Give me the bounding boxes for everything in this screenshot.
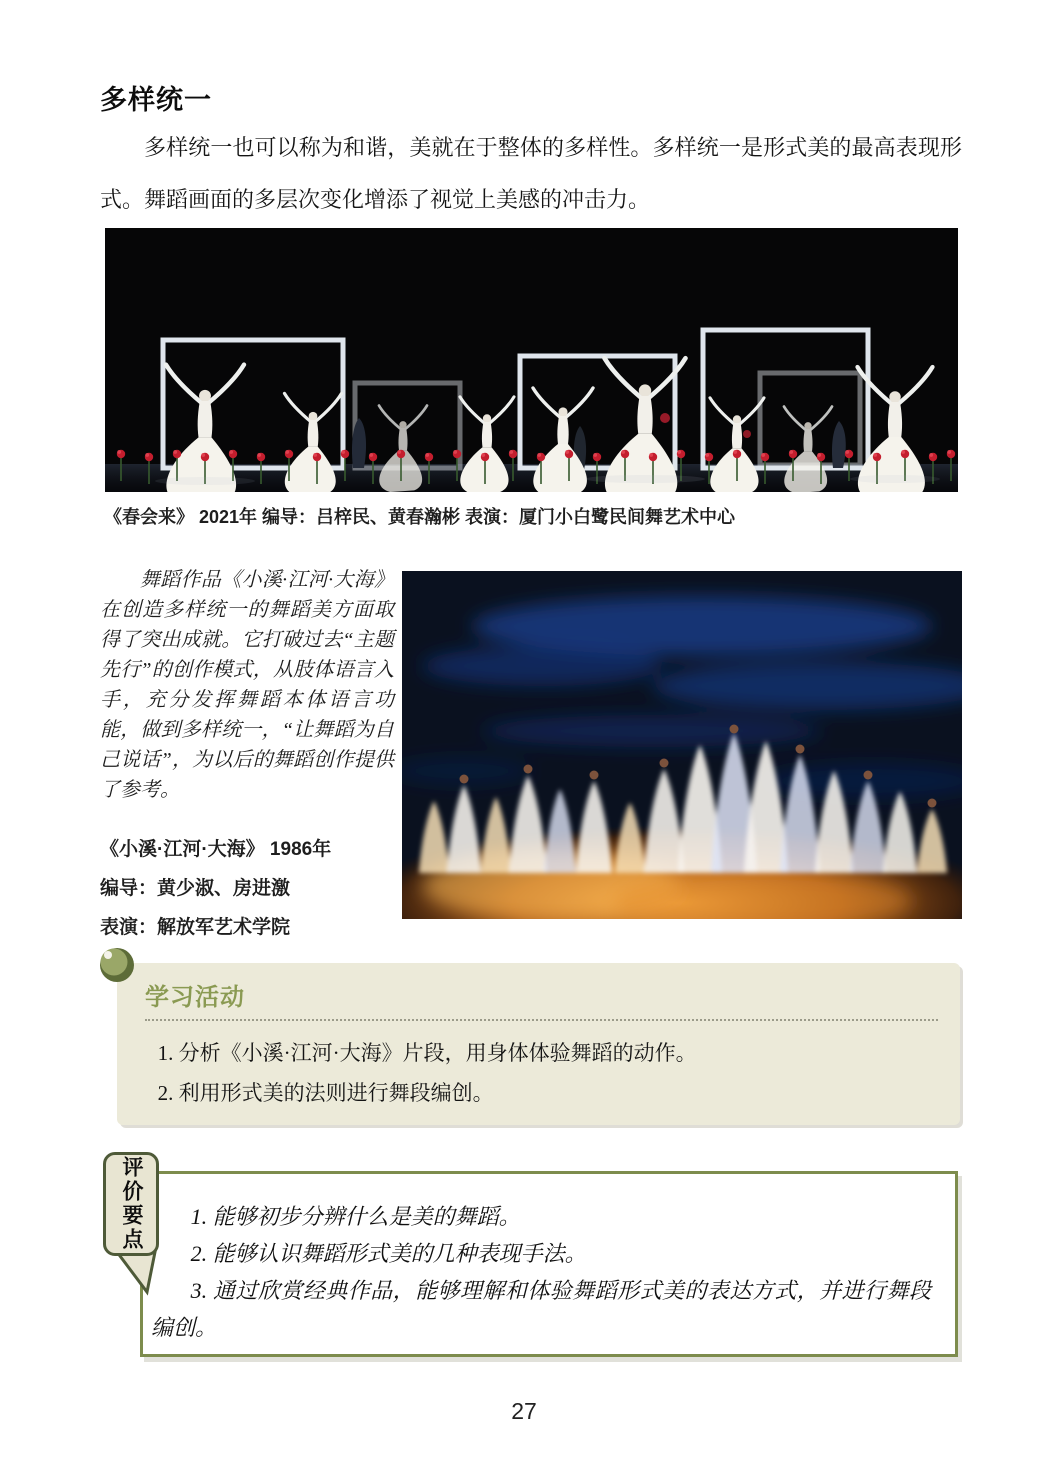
evaluation-points-box — [140, 1171, 958, 1357]
activity-item-1: 1. 分析《小溪·江河·大海》片段，用身体体验舞蹈的动作。 — [157, 1041, 697, 1065]
photo2-caption-title: 《小溪·江河·大海》 1986年 — [100, 839, 332, 860]
photo2-caption-performers: 表演：解放军艺术学院 — [100, 917, 291, 938]
page-title: 多样统一 — [100, 85, 212, 115]
activity-items — [145, 1033, 930, 1113]
activity-box-title: 学习活动 — [145, 984, 245, 1011]
activity-item-2: 2. 利用形式美的法则进行舞段编创。 — [157, 1081, 494, 1105]
stage-photo-stream-river-sea — [402, 571, 962, 919]
evaluation-item-3: 3. 通过欣赏经典作品，能够理解和体验舞蹈形式美的表达方式，并进行舞段编创。 — [151, 1278, 931, 1340]
photo1-caption: 《春会来》 2021年 编导：吕梓民、黄春瀚彬 表演：厦门小白鹭民间舞艺术中心 — [104, 507, 736, 527]
stage-photo-1-graphic — [105, 228, 958, 492]
evaluation-tab-tail — [110, 1249, 162, 1297]
evaluation-tab-label: 评价要点 — [120, 1156, 143, 1252]
photo2-caption-choreographers: 编导：黄少淑、房进激 — [100, 878, 291, 899]
activity-circle-icon — [97, 945, 137, 985]
learning-activity-box — [117, 963, 960, 1125]
activity-divider — [145, 1019, 938, 1021]
photo2-caption — [100, 830, 331, 947]
stage-photo-2-graphic — [402, 571, 962, 919]
intro-paragraph: 多样统一也可以称为和谐，美就在于整体的多样性。多样统一是形式美的最高表现形式。舞蹈画面的多层次变化增添了视觉上美感的冲击力。 — [100, 135, 962, 212]
page-number: 27 — [511, 1398, 537, 1424]
stage-photo-spring-will-come — [105, 228, 958, 492]
evaluation-items — [151, 1198, 931, 1346]
evaluation-item-2: 2. 能够认识舞蹈形式美的几种表现手法。 — [190, 1241, 587, 1266]
evaluation-tab — [103, 1152, 159, 1256]
article-paragraph: 舞蹈作品《小溪·江河·大海》在创造多样统一的舞蹈美方面取得了突出成就。它打破过去“主题先行”的创作模式，从肢体语言入手，充分发挥舞蹈本体语言功能，做到多样统一，“让舞蹈为自己说话”，为以后的舞蹈创作提供了参考。 — [100, 569, 394, 801]
evaluation-item-1: 1. 能够初步分辨什么是美的舞蹈。 — [190, 1204, 521, 1229]
